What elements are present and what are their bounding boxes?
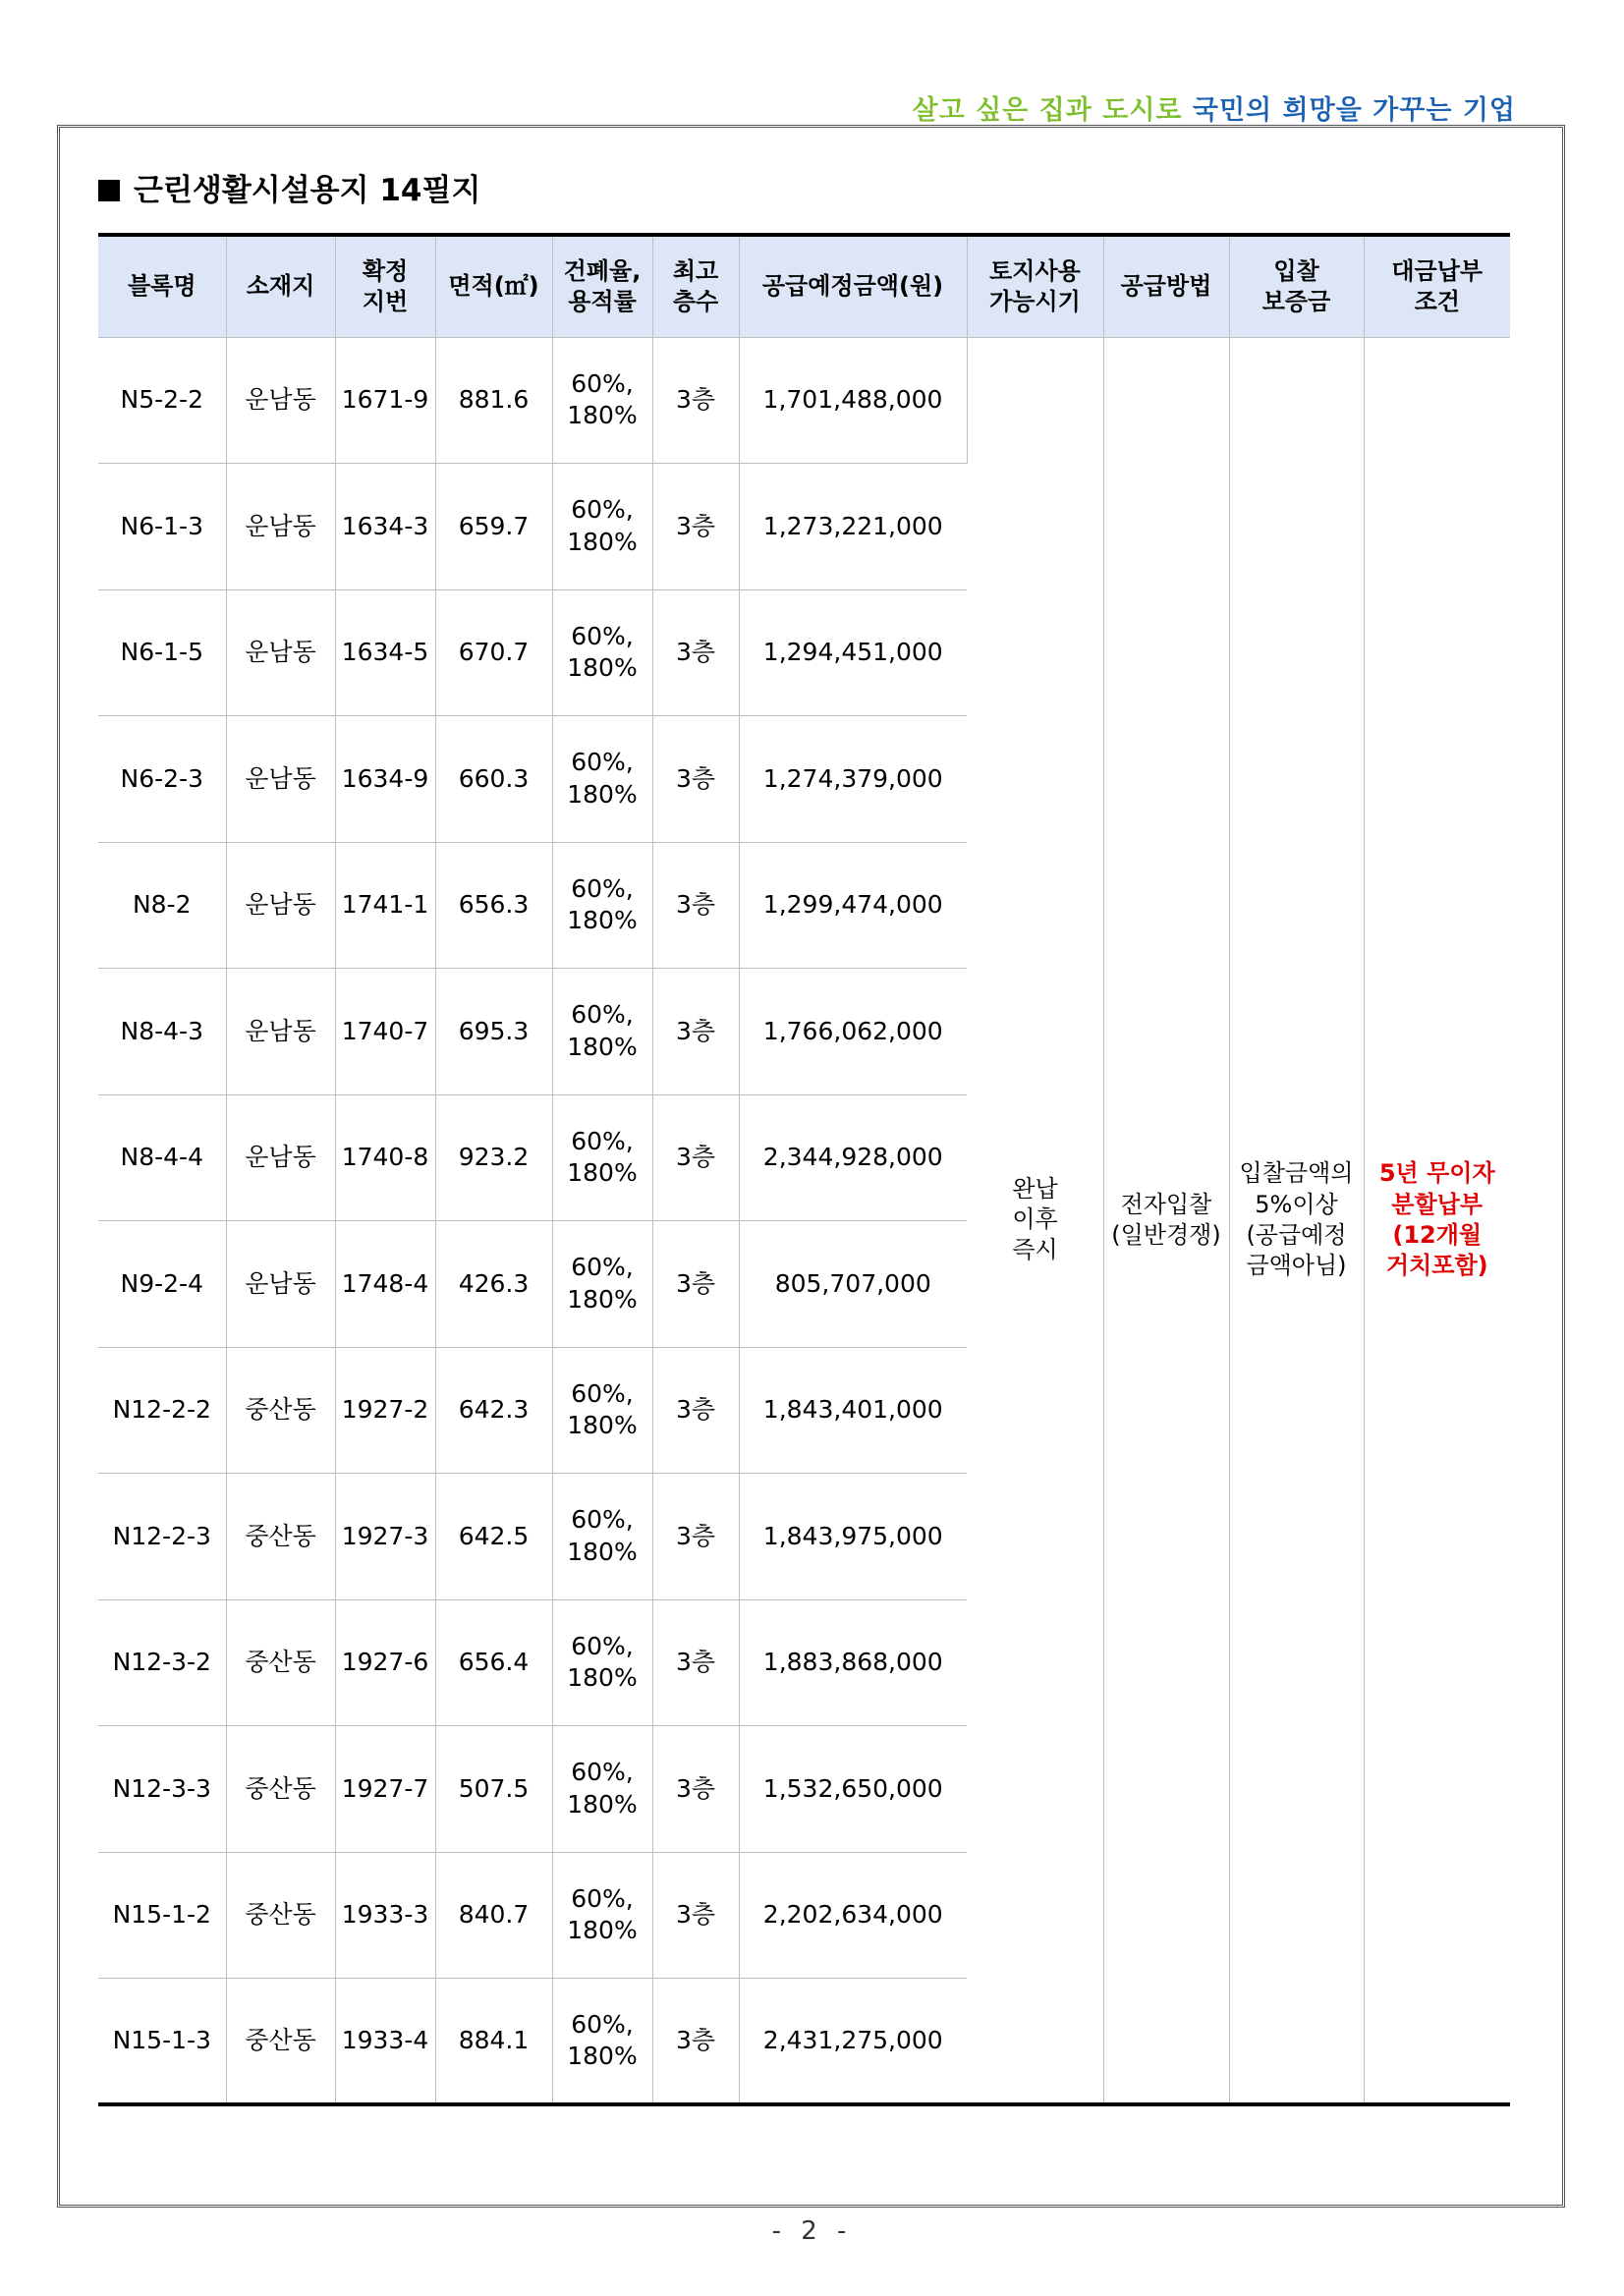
cell-price: 1,294,451,000	[739, 589, 967, 716]
cell-floors: 3층	[652, 589, 739, 716]
cell-lot: 1634-9	[335, 716, 435, 843]
cell-area: 923.2	[435, 1094, 552, 1221]
cell-price: 805,707,000	[739, 1221, 967, 1348]
cell-location: 중산동	[226, 1979, 335, 2105]
cell-location: 운남동	[226, 337, 335, 464]
cell-ratio: 60%, 180%	[552, 464, 652, 590]
cell-block: N15-1-3	[98, 1979, 226, 2105]
cell-area: 881.6	[435, 337, 552, 464]
cell-ratio: 60%, 180%	[552, 1474, 652, 1600]
cell-floors: 3층	[652, 1726, 739, 1853]
cell-usage-time: 완납 이후 즉시	[967, 337, 1103, 2104]
cell-lot: 1741-1	[335, 842, 435, 969]
cell-price: 2,202,634,000	[739, 1852, 967, 1979]
cell-price: 1,532,650,000	[739, 1726, 967, 1853]
lots-table	[98, 233, 1510, 2106]
column-header: 대금납부 조건	[1364, 235, 1510, 337]
cell-area: 642.5	[435, 1474, 552, 1600]
cell-floors: 3층	[652, 842, 739, 969]
cell-price: 2,431,275,000	[739, 1979, 967, 2105]
cell-block: N15-1-2	[98, 1852, 226, 1979]
column-header: 확정 지번	[335, 235, 435, 337]
cell-area: 670.7	[435, 589, 552, 716]
cell-area: 659.7	[435, 464, 552, 590]
cell-price: 1,299,474,000	[739, 842, 967, 969]
cell-floors: 3층	[652, 1347, 739, 1474]
cell-location: 운남동	[226, 842, 335, 969]
cell-block: N9-2-4	[98, 1221, 226, 1348]
page-number: - 2 -	[771, 2216, 853, 2246]
cell-area: 884.1	[435, 1979, 552, 2105]
cell-price: 1,273,221,000	[739, 464, 967, 590]
slogan-part1: 살고 싶은 집과 도시로	[912, 95, 1183, 126]
column-header: 입찰 보증금	[1229, 235, 1364, 337]
cell-block: N8-2	[98, 842, 226, 969]
cell-area: 507.5	[435, 1726, 552, 1853]
square-bullet-icon	[98, 180, 120, 201]
cell-location: 운남동	[226, 1094, 335, 1221]
cell-ratio: 60%, 180%	[552, 716, 652, 843]
cell-location: 중산동	[226, 1599, 335, 1726]
cell-area: 656.3	[435, 842, 552, 969]
cell-floors: 3층	[652, 337, 739, 464]
cell-floors: 3층	[652, 464, 739, 590]
column-header: 건폐율, 용적률	[552, 235, 652, 337]
cell-area: 695.3	[435, 969, 552, 1095]
cell-area: 660.3	[435, 716, 552, 843]
cell-location: 중산동	[226, 1347, 335, 1474]
column-header: 공급예정금액(원)	[739, 235, 967, 337]
cell-ratio: 60%, 180%	[552, 842, 652, 969]
header-slogan	[913, 88, 1516, 127]
cell-block: N6-2-3	[98, 716, 226, 843]
cell-supply-method: 전자입찰 (일반경쟁)	[1103, 337, 1229, 2104]
cell-lot: 1634-3	[335, 464, 435, 590]
cell-block: N6-1-5	[98, 589, 226, 716]
column-header: 공급방법	[1103, 235, 1229, 337]
cell-lot: 1740-8	[335, 1094, 435, 1221]
column-header: 토지사용 가능시기	[967, 235, 1103, 337]
cell-ratio: 60%, 180%	[552, 337, 652, 464]
table-header-row	[98, 235, 1510, 337]
cell-lot: 1933-3	[335, 1852, 435, 1979]
cell-block: N12-2-3	[98, 1474, 226, 1600]
cell-block: N12-3-2	[98, 1599, 226, 1726]
cell-block: N5-2-2	[98, 337, 226, 464]
cell-price: 1,843,975,000	[739, 1474, 967, 1600]
cell-ratio: 60%, 180%	[552, 589, 652, 716]
column-header: 블록명	[98, 235, 226, 337]
cell-price: 2,344,928,000	[739, 1094, 967, 1221]
cell-location: 운남동	[226, 716, 335, 843]
cell-price: 1,274,379,000	[739, 716, 967, 843]
section-title: 근린생활시설용지 14필지	[134, 173, 481, 208]
cell-location: 중산동	[226, 1474, 335, 1600]
cell-block: N12-3-3	[98, 1726, 226, 1853]
cell-lot: 1927-6	[335, 1599, 435, 1726]
section-heading	[98, 165, 480, 209]
cell-block: N8-4-3	[98, 969, 226, 1095]
cell-floors: 3층	[652, 1094, 739, 1221]
cell-location: 운남동	[226, 1221, 335, 1348]
cell-floors: 3층	[652, 969, 739, 1095]
cell-price: 1,883,868,000	[739, 1599, 967, 1726]
cell-floors: 3층	[652, 1979, 739, 2105]
cell-area: 642.3	[435, 1347, 552, 1474]
cell-floors: 3층	[652, 1474, 739, 1600]
table-row	[98, 337, 1510, 464]
cell-block: N6-1-3	[98, 464, 226, 590]
cell-location: 운남동	[226, 589, 335, 716]
cell-lot: 1927-2	[335, 1347, 435, 1474]
cell-lot: 1671-9	[335, 337, 435, 464]
slogan-part2: 국민의 희망을 가꾸는 기업	[1192, 95, 1516, 126]
cell-block: N8-4-4	[98, 1094, 226, 1221]
cell-floors: 3층	[652, 1221, 739, 1348]
cell-price: 1,843,401,000	[739, 1347, 967, 1474]
cell-ratio: 60%, 180%	[552, 1852, 652, 1979]
cell-payment-terms: 5년 무이자 분할납부 (12개월 거치포함)	[1364, 337, 1510, 2104]
cell-lot: 1748-4	[335, 1221, 435, 1348]
column-header: 최고 층수	[652, 235, 739, 337]
cell-lot: 1933-4	[335, 1979, 435, 2105]
cell-area: 426.3	[435, 1221, 552, 1348]
cell-ratio: 60%, 180%	[552, 1726, 652, 1853]
cell-location: 운남동	[226, 969, 335, 1095]
cell-ratio: 60%, 180%	[552, 1599, 652, 1726]
cell-location: 운남동	[226, 464, 335, 590]
cell-price: 1,766,062,000	[739, 969, 967, 1095]
cell-ratio: 60%, 180%	[552, 969, 652, 1095]
cell-area: 656.4	[435, 1599, 552, 1726]
cell-area: 840.7	[435, 1852, 552, 1979]
cell-ratio: 60%, 180%	[552, 1221, 652, 1348]
cell-location: 중산동	[226, 1852, 335, 1979]
cell-ratio: 60%, 180%	[552, 1979, 652, 2105]
cell-deposit: 입찰금액의 5%이상 (공급예정 금액아님)	[1229, 337, 1364, 2104]
cell-lot: 1927-3	[335, 1474, 435, 1600]
cell-ratio: 60%, 180%	[552, 1347, 652, 1474]
cell-block: N12-2-2	[98, 1347, 226, 1474]
cell-lot: 1634-5	[335, 589, 435, 716]
cell-floors: 3층	[652, 716, 739, 843]
cell-location: 중산동	[226, 1726, 335, 1853]
cell-lot: 1740-7	[335, 969, 435, 1095]
column-header: 소재지	[226, 235, 335, 337]
cell-floors: 3층	[652, 1852, 739, 1979]
column-header: 면적(㎡)	[435, 235, 552, 337]
cell-price: 1,701,488,000	[739, 337, 967, 464]
cell-ratio: 60%, 180%	[552, 1094, 652, 1221]
cell-floors: 3층	[652, 1599, 739, 1726]
cell-lot: 1927-7	[335, 1726, 435, 1853]
